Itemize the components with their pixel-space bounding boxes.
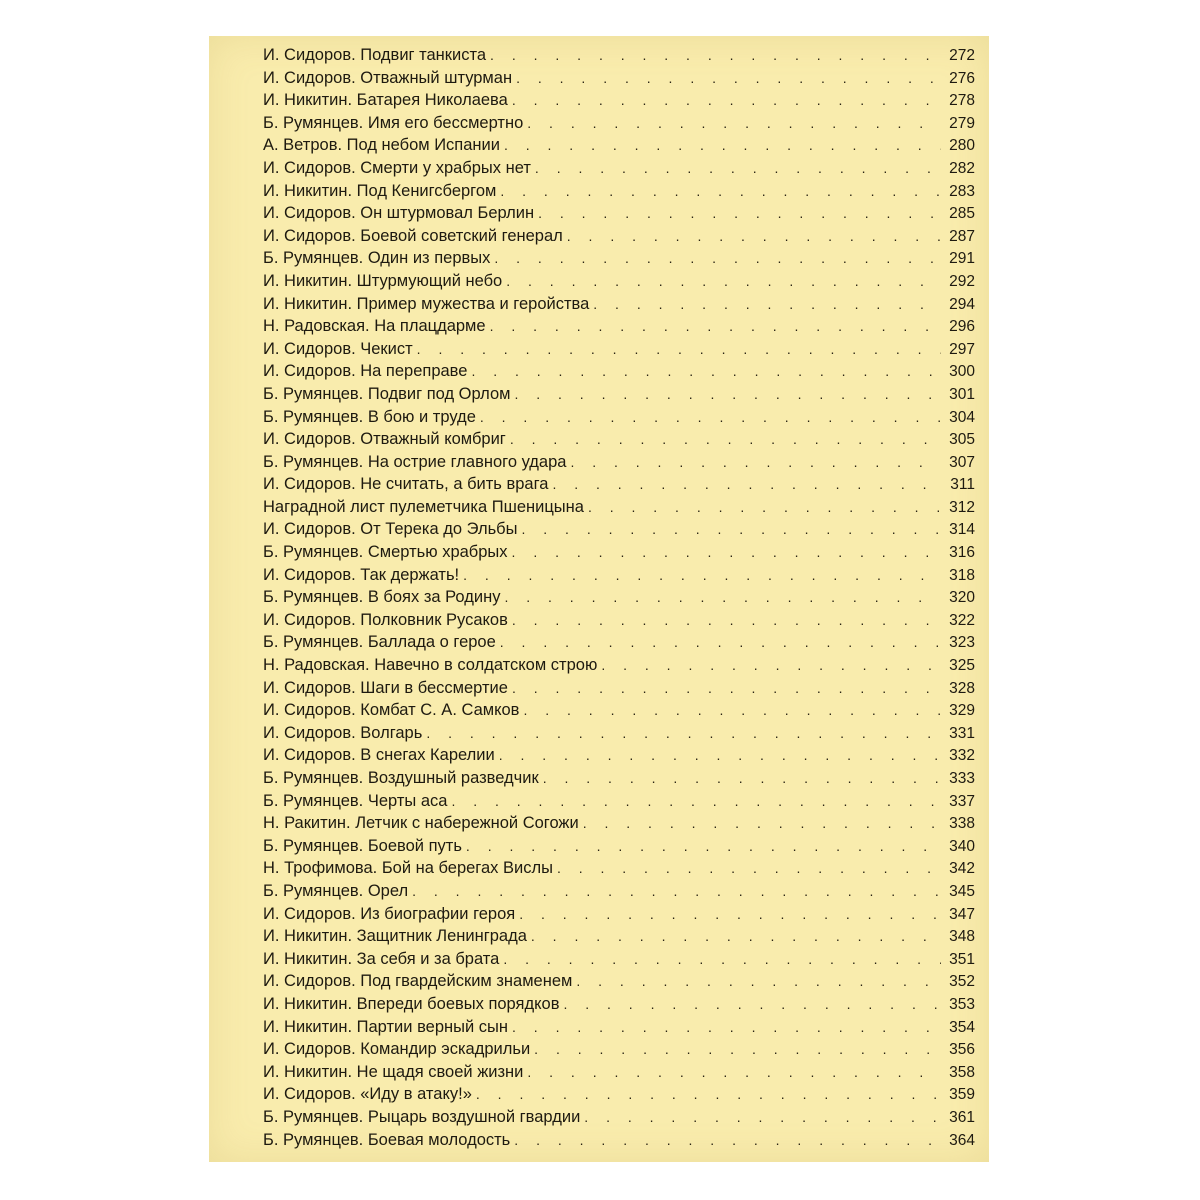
toc-entry-page-number: 328 xyxy=(949,679,975,697)
toc-entry-page-number: 345 xyxy=(949,882,975,900)
toc-entry-page-number: 278 xyxy=(949,92,975,110)
toc-entry xyxy=(263,927,975,950)
toc-entry-page-number: 356 xyxy=(949,1041,975,1059)
toc-entry-title: Б. Румянцев. Боевая молодость xyxy=(263,1130,511,1149)
toc-entry xyxy=(263,837,975,860)
toc-entry-page-number: 316 xyxy=(949,544,975,562)
toc-entry xyxy=(263,1018,975,1041)
toc-entry xyxy=(263,69,975,92)
toc-entry xyxy=(263,498,975,521)
toc-entry-page-number: 312 xyxy=(949,498,975,516)
toc-entry xyxy=(263,227,975,250)
toc-entry-title: И. Сидоров. Полковник Русаков xyxy=(263,610,508,629)
toc-entry-page-number: 338 xyxy=(949,815,975,833)
toc-entry xyxy=(263,972,975,995)
toc-entry xyxy=(263,882,975,905)
toc-entry-title: Б. Румянцев. Подвиг под Орлом xyxy=(263,384,511,403)
toc-entry-page-number: 294 xyxy=(949,295,975,313)
toc-entry xyxy=(263,656,975,679)
toc-entry-page-number: 297 xyxy=(949,340,975,358)
toc-entry-title: И. Сидоров. Смерти у храбрых нет xyxy=(263,158,531,177)
toc-entry xyxy=(263,91,975,114)
toc-entry-page-number: 354 xyxy=(949,1018,975,1036)
toc-entry-title: И. Никитин. Штурмующий небо xyxy=(263,271,503,290)
toc-entry-page-number: 301 xyxy=(949,385,975,403)
dot-leader xyxy=(512,612,941,628)
dot-leader xyxy=(576,973,941,989)
toc-entry-title: И. Никитин. Батарея Николаева xyxy=(263,91,508,110)
toc-entry-page-number: 325 xyxy=(949,657,975,675)
toc-entry-page-number: 282 xyxy=(949,159,975,177)
toc-entry xyxy=(263,701,975,724)
toc-entry-title: И. Никитин. Под Кенигсбергом xyxy=(263,181,497,200)
toc-entry-page-number: 331 xyxy=(949,724,975,742)
toc-entry-page-number: 347 xyxy=(949,905,975,923)
toc-entry xyxy=(263,1040,975,1063)
dot-leader xyxy=(504,589,941,605)
dot-leader xyxy=(552,476,941,492)
toc-entry-title: Б. Румянцев. Черты аса xyxy=(263,791,448,810)
toc-entry-title: И. Сидоров. Под гвардейским знаменем xyxy=(263,972,573,991)
dot-leader xyxy=(426,725,941,741)
toc-entry-title: И. Никитин. Защитник Ленинграда xyxy=(263,927,527,946)
toc-entry-page-number: 348 xyxy=(949,928,975,946)
toc-entry-title: Н. Радовская. Навечно в солдатском строю xyxy=(263,656,598,675)
toc-entry-page-number: 323 xyxy=(949,634,975,652)
toc-entry-title: Б. Румянцев. В боях за Родину xyxy=(263,588,501,607)
toc-entry-page-number: 322 xyxy=(949,611,975,629)
dot-leader xyxy=(523,702,941,718)
toc-entry-title: Н. Радовская. На плацдарме xyxy=(263,317,486,336)
toc-entry-page-number: 342 xyxy=(949,860,975,878)
toc-entry-page-number: 292 xyxy=(949,272,975,290)
dot-leader xyxy=(512,680,941,696)
toc-entry xyxy=(263,272,975,295)
toc-entry-page-number: 318 xyxy=(949,566,975,584)
toc-entry-title: Наградной лист пулеметчика Пшеницына xyxy=(263,497,584,516)
toc-entry-page-number: 296 xyxy=(949,318,975,336)
dot-leader xyxy=(531,928,941,944)
toc-entry-page-number: 359 xyxy=(949,1086,975,1104)
dot-leader xyxy=(463,567,941,583)
toc-entry-page-number: 337 xyxy=(949,792,975,810)
dot-leader xyxy=(584,1109,941,1125)
toc-entry-title: Б. Румянцев. В бою и труде xyxy=(263,407,476,426)
toc-entry xyxy=(263,588,975,611)
toc-entry xyxy=(263,430,975,453)
toc-entry xyxy=(263,566,975,589)
toc-entry xyxy=(263,995,975,1018)
dot-leader xyxy=(504,137,941,153)
toc-entry-title: Б. Румянцев. Имя его бессмертно xyxy=(263,113,524,132)
dot-leader xyxy=(535,160,941,176)
dot-leader xyxy=(514,1132,941,1148)
toc-entry xyxy=(263,859,975,882)
dot-leader xyxy=(471,363,941,379)
toc-entry xyxy=(263,905,975,928)
toc-entry-title: И. Сидоров. Он штурмовал Берлин xyxy=(263,204,535,223)
toc-entry-page-number: 332 xyxy=(949,747,975,765)
toc-entry-title: И. Сидоров. В снегах Карелии xyxy=(263,746,495,765)
dot-leader xyxy=(593,296,941,312)
toc-entry-title: И. Сидоров. От Терека до Эльбы xyxy=(263,520,518,539)
toc-entry-page-number: 351 xyxy=(949,950,975,968)
dot-leader xyxy=(490,318,941,334)
dot-leader xyxy=(534,1041,941,1057)
toc-entry-title: Б. Румянцев. Рыцарь воздушной гвардии xyxy=(263,1107,581,1126)
toc-entry-page-number: 272 xyxy=(949,47,975,64)
dot-leader xyxy=(480,409,941,425)
dot-leader xyxy=(417,341,941,357)
toc-entry-page-number: 304 xyxy=(949,408,975,426)
toc-entry-page-number: 352 xyxy=(949,973,975,991)
toc-entry-page-number: 314 xyxy=(949,521,975,539)
toc-entry-title: И. Никитин. Впереди боевых порядков xyxy=(263,994,560,1013)
toc-entry-page-number: 291 xyxy=(949,250,975,268)
toc-entry xyxy=(263,633,975,656)
dot-leader xyxy=(543,770,941,786)
toc-entry xyxy=(263,950,975,973)
toc-entry-page-number: 361 xyxy=(949,1108,975,1126)
toc-entry-page-number: 364 xyxy=(949,1131,975,1149)
toc-entry-page-number: 311 xyxy=(950,476,975,494)
dot-leader xyxy=(503,951,941,967)
toc-entry-page-number: 300 xyxy=(949,363,975,381)
dot-leader xyxy=(494,250,941,266)
dot-leader xyxy=(519,906,941,922)
dot-leader xyxy=(499,747,941,763)
dot-leader xyxy=(510,431,941,447)
dot-leader xyxy=(588,499,941,515)
dot-leader xyxy=(527,1064,941,1080)
toc-entry-title: Б. Румянцев. Смертью храбрых xyxy=(263,543,508,562)
toc-entry xyxy=(263,114,975,137)
toc-entry xyxy=(263,249,975,272)
toc-entry xyxy=(263,475,975,498)
toc-entry-page-number: 340 xyxy=(949,837,975,855)
toc-entry-title: Б. Румянцев. Воздушный разведчик xyxy=(263,769,539,787)
toc-entry xyxy=(263,204,975,227)
toc-entry-title: И. Сидоров. Так держать! xyxy=(263,565,460,584)
dot-leader xyxy=(512,544,941,560)
toc-entry xyxy=(263,295,975,318)
toc-entry-page-number: 333 xyxy=(949,770,975,787)
toc-entry xyxy=(263,362,975,385)
table-of-contents xyxy=(263,46,975,1153)
dot-leader xyxy=(412,883,941,899)
toc-entry xyxy=(263,543,975,566)
toc-entry xyxy=(263,520,975,543)
toc-entry xyxy=(263,1063,975,1086)
toc-entry xyxy=(263,1085,975,1108)
toc-entry-title: Б. Румянцев. Орел xyxy=(263,881,409,900)
dot-leader xyxy=(512,92,941,108)
toc-entry-page-number: 307 xyxy=(949,453,975,471)
dot-leader xyxy=(514,386,941,402)
toc-entry-title: И. Сидоров. Не считать, а бить врага xyxy=(263,475,549,494)
toc-entry xyxy=(263,769,975,792)
toc-entry xyxy=(263,1108,975,1131)
toc-entry-page-number: 279 xyxy=(949,114,975,132)
toc-entry-page-number: 305 xyxy=(949,431,975,449)
toc-entry-title: Б. Румянцев. Боевой путь xyxy=(263,836,462,855)
dot-leader xyxy=(538,205,941,221)
toc-entry xyxy=(263,792,975,815)
dot-leader xyxy=(476,1086,941,1102)
dot-leader xyxy=(500,183,941,199)
toc-entry xyxy=(263,340,975,363)
toc-entry xyxy=(263,814,975,837)
dot-leader xyxy=(451,793,941,809)
dot-leader xyxy=(567,228,941,244)
dot-leader xyxy=(500,634,941,650)
toc-entry-title: И. Никитин. Партии верный сын xyxy=(263,1017,509,1036)
toc-entry-title: А. Ветров. Под небом Испании xyxy=(263,136,500,155)
toc-entry-title: И. Сидоров. Боевой советский генерал xyxy=(263,226,563,245)
toc-entry xyxy=(263,611,975,634)
toc-entry-title: И. Сидоров. Отважный комбриг xyxy=(263,430,506,449)
toc-entry-page-number: 287 xyxy=(949,227,975,245)
toc-entry-title: И. Никитин. Не щадя своей жизни xyxy=(263,1062,524,1081)
toc-entry-title: И. Сидоров. «Иду в атаку!» xyxy=(263,1085,472,1104)
toc-entry xyxy=(263,408,975,431)
dot-leader xyxy=(522,521,942,537)
dot-leader xyxy=(601,657,941,673)
dot-leader xyxy=(512,1019,941,1035)
toc-entry-title: И. Сидоров. Чекист xyxy=(263,339,413,358)
toc-entry xyxy=(263,182,975,205)
dot-leader xyxy=(490,47,941,63)
toc-entry-title: И. Сидоров. На переправе xyxy=(263,362,468,381)
toc-entry-title: И. Сидоров. Из биографии героя xyxy=(263,904,516,923)
dot-leader xyxy=(563,996,941,1012)
toc-entry-title: Н. Ракитин. Летчик с набережной Согожи xyxy=(263,814,579,833)
dot-leader xyxy=(570,454,941,470)
toc-entry xyxy=(263,1131,975,1154)
toc-entry-page-number: 358 xyxy=(949,1063,975,1081)
toc-entry xyxy=(263,136,975,159)
toc-entry-title: Б. Румянцев. На острие главного удара xyxy=(263,452,567,471)
toc-entry-page-number: 353 xyxy=(949,995,975,1013)
toc-entry-title: И. Сидоров. Подвиг танкиста xyxy=(263,46,487,64)
toc-entry xyxy=(263,317,975,340)
book-page xyxy=(209,36,989,1162)
toc-entry-title: И. Никитин. Пример мужества и геройства xyxy=(263,294,590,313)
toc-entry-title: И. Сидоров. Комбат С. А. Самков xyxy=(263,701,520,720)
dot-leader xyxy=(583,815,941,831)
toc-entry xyxy=(263,679,975,702)
dot-leader xyxy=(516,70,941,86)
toc-entry-title: Б. Румянцев. Баллада о герое xyxy=(263,633,496,652)
toc-entry-title: И. Сидоров. Волгарь xyxy=(263,723,423,742)
toc-entry-page-number: 280 xyxy=(949,137,975,155)
toc-entry xyxy=(263,159,975,182)
toc-entry-title: И. Сидоров. Шаги в бессмертие xyxy=(263,678,508,697)
toc-entry-page-number: 283 xyxy=(949,182,975,200)
toc-entry-title: Н. Трофимова. Бой на берегах Вислы xyxy=(263,859,553,878)
toc-entry-page-number: 329 xyxy=(949,702,975,720)
toc-entry-page-number: 285 xyxy=(949,205,975,223)
toc-entry-title: Б. Румянцев. Один из первых xyxy=(263,249,491,268)
toc-entry xyxy=(263,453,975,476)
toc-entry xyxy=(263,746,975,769)
toc-entry xyxy=(263,385,975,408)
dot-leader xyxy=(506,273,941,289)
dot-leader xyxy=(527,115,941,131)
toc-entry-page-number: 276 xyxy=(949,69,975,87)
toc-entry xyxy=(263,724,975,747)
toc-entry-title: И. Сидоров. Отважный штурман xyxy=(263,68,513,87)
dot-leader xyxy=(557,860,941,876)
dot-leader xyxy=(466,838,941,854)
toc-entry xyxy=(263,46,975,69)
toc-entry-title: И. Никитин. За себя и за брата xyxy=(263,949,500,968)
toc-entry-page-number: 320 xyxy=(949,589,975,607)
toc-entry-title: И. Сидоров. Командир эскадрильи xyxy=(263,1040,531,1059)
